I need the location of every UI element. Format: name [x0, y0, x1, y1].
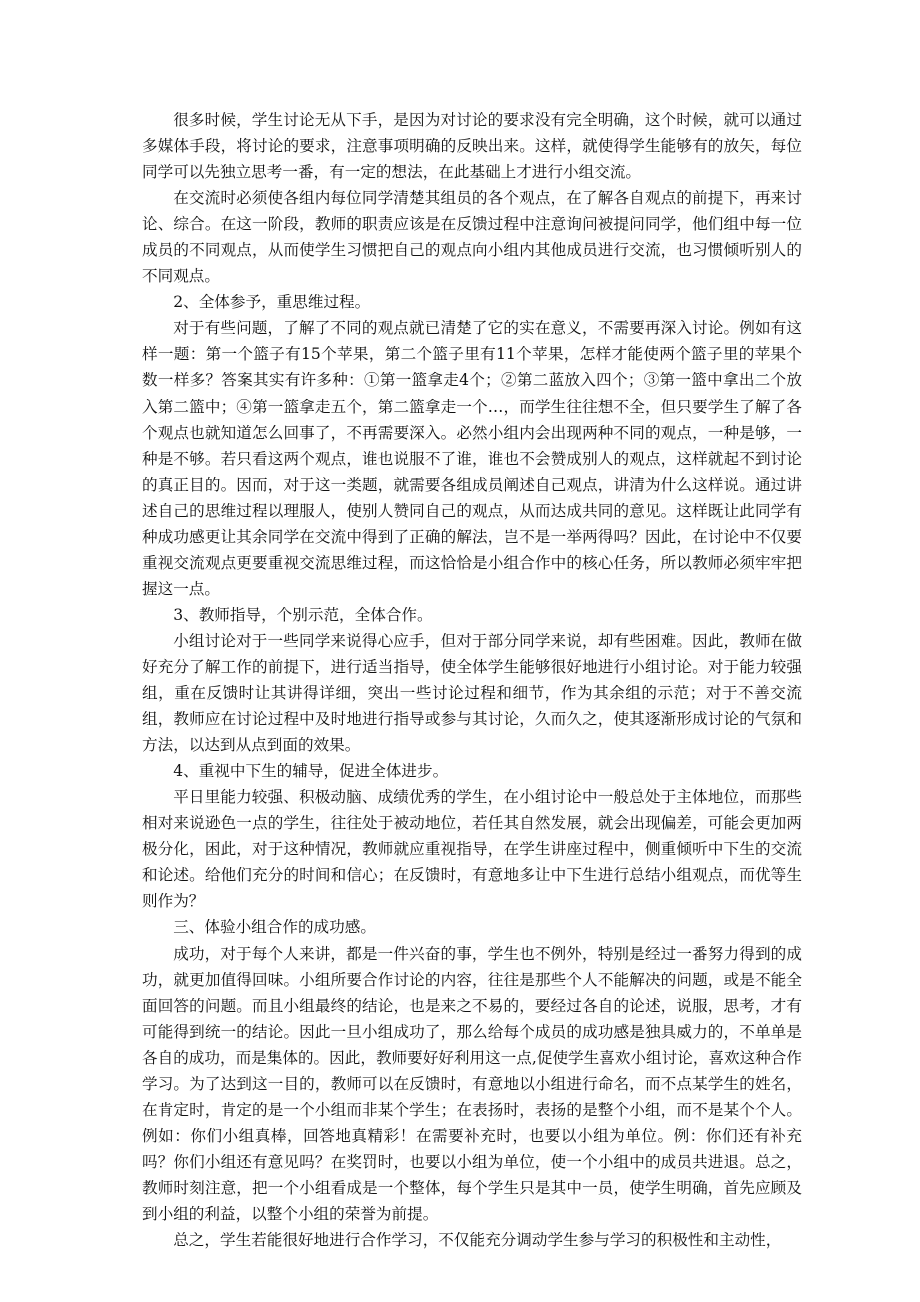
paragraph-conclusion: 总之，学生若能很好地进行合作学习，不仅能充分调动学生参与学习的积极性和主动性，	[173, 1231, 782, 1250]
paragraph-exchange: 在交流时必须使各组内每位同学清楚其组员的各个观点，在了解各自观点的前提下，再来讨论、综合。在这一阶段，教师的职责应该是在反馈过程中注意询问被提问同学，他们组中每一位成员的不同观点，从而使学生习惯把自己的观点向小组内其他成员进行交流，也习惯倾听别人的不同观点。	[142, 189, 802, 286]
section-heading-three: 三、体验小组合作的成功感。	[173, 918, 376, 937]
paragraph-lower-students: 平日里能力较强、积极动脑、成绩优秀的学生，在小组讨论中一般总处于主体地位，而那些相对来说逊色一点的学生，往往处于被动地位，若任其自然发展，就会出现偏差，可能会更加两极分化，困此，对于这种情况，教师就应重视指导，在学生讲座过程中，侧重倾听中下生的交流和论述。给他们充分的时间和信心；在反馈时，有意地多让中下生进行总结小组观点，而优等生则作为？	[142, 788, 802, 911]
document-body	[142, 107, 802, 1253]
section-heading-2: 2、全体参予，重思维过程。	[173, 293, 371, 312]
paragraph-success: 成功，对于每个人来讲，都是一件兴奋的事，学生也不例外，特别是经过一番努力得到的成功，就更加值得回味。小组所要合作讨论的内容，往往是那些个人不能解决的问题，或是不能全面回答的问题。而且小组最终的结论，也是来之不易的，要经过各自的论述，说服，思考，才有可能得到统一的结论。因此一旦小组成功了，那么给每个成员的成功感是独具威力的，不单单是各自的成功，而是集体的。因此，教师要好好利用这一点,促使学生喜欢小组讨论，喜欢这种合作学习。为了达到这一目的，教师可以在反馈时，有意地以小组进行命名，而不点某学生的姓名，在肯定时，肯定的是一个小组而非某个学生；在表扬时，表扬的是整个小组，而不是某个个人。例如：你们小组真棒，回答地真精彩！在需要补充时，也要以小组为单位。例：你们还有补充吗？你们小组还有意见吗？在奖罚时，也要以小组为单位，使一个小组中的成员共进退。总之，教师时刻注意，把一个小组看成是一个整体，每个学生只是其中一员，使学生明确，首先应顾及到小组的利益，以整个小组的荣誉为前提。	[142, 944, 802, 1223]
paragraph-intro: 很多时候，学生讨论无从下手，是因为对讨论的要求没有完全明确，这个时候，就可以通过多媒体手段，将讨论的要求，注意事项明确的反映出来。这样，就使得学生能够有的放矢，每位同学可以先独立思考一番，有一定的想法，在此基础上才进行小组交流。	[142, 111, 802, 182]
section-heading-4: 4、重视中下生的辅导，促进全体进步。	[173, 762, 449, 781]
section-heading-3: 3、教师指导，个别示范，全体合作。	[173, 605, 433, 624]
paragraph-thinking-process: 对于有些问题，了解了不同的观点就已清楚了它的实在意义，不需要再深入讨论。例如有这样一题：第一个篮子有15个苹果，第二个篮子里有11个苹果，怎样才能使两个篮子里的苹果个数一样多？答案其实有许多种：①第一篮拿走4个；②第二蓝放入四个；③第一篮中拿出二个放入第二篮中；④第一篮拿走五个，第二篮拿走一个…，而学生往往想不全，但只要学生了解了各个观点也就知道怎么回事了，不再需要深入。必然小组内会出现两种不同的观点，一种是够，一种是不够。若只看这两个观点，谁也说服不了谁，谁也不会赞成别人的观点，这样就起不到讨论的真正目的。因而，对于这一类题，就需要各组成员阐述自己观点，讲清为什么这样说。通过讲述自己的思维过程以理服人，使别人赞同自己的观点，从而达成共同的意见。这样既让此同学有种成功感更让其余同学在交流中得到了正确的解法，岂不是一举两得吗？因此，在讨论中不仅要重视交流观点更要重视交流思维过程，而这恰恰是小组合作中的核心任务，所以教师必须牢牢把握这一点。	[142, 319, 802, 598]
paragraph-teacher-guidance: 小组讨论对于一些同学来说得心应手，但对于部分同学来说，却有些困难。因此，教师在做好充分了解工作的前提下，进行适当指导，使全体学生能够很好地进行小组讨论。对于能力较强组，重在反馈时让其讲得详细，突出一些讨论过程和细节，作为其余组的示范；对于不善交流组，教师应在讨论过程中及时地进行指导或参与其讨论，久而久之，使其逐渐形成讨论的气氛和方法，以达到从点到面的效果。	[142, 631, 802, 755]
